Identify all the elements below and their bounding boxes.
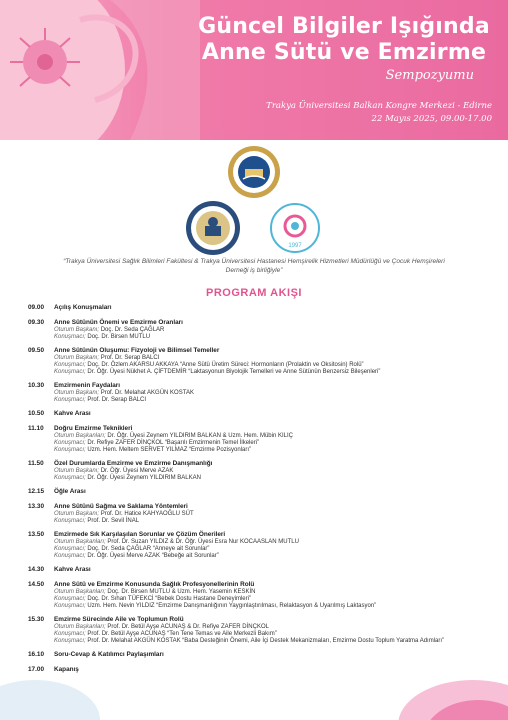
program-title-text: Emzirmede Sık Karşılaşılan Sorunlar ve Çözüm Önerileri <box>54 531 226 538</box>
program-item <box>28 319 488 341</box>
university-logo <box>227 145 281 199</box>
program-title-text: Soru-Cevap & Katılımcı Paylaşımları <box>54 651 164 658</box>
program-time: 09.00 <box>28 304 44 311</box>
program-item <box>28 566 488 574</box>
program-item <box>28 531 488 560</box>
speaker-role: Konuşmacı; <box>54 447 86 453</box>
program-title-text: Doğru Emzirme Teknikleri <box>54 425 133 432</box>
speaker-name: Doç. Dr. Birsen MUTLU <box>85 334 151 340</box>
program-speaker-line <box>54 589 488 596</box>
program-item <box>28 488 488 496</box>
program-speaker-line <box>54 397 488 404</box>
venue-date <box>266 100 492 126</box>
program-speaker-line <box>54 511 488 518</box>
program-time: 14.30 <box>28 566 44 573</box>
speaker-role: Oturum Başkanı; <box>54 327 100 333</box>
program-title-text: Açılış Konuşmaları <box>54 304 112 311</box>
program-time: 11.10 <box>28 425 44 432</box>
logos-area <box>0 145 508 255</box>
organizers-note: “Trakya Üniversitesi Sağlık Bilimleri Fakültesi & Trakya Üniversitesi Hastanesi Hemşirelik Hizmetleri Müdürlüğü ve Çocuk Hemşireleri Derneği iş birliğiyle” <box>63 258 445 274</box>
program-title-text: Anne Sütü ve Emzirme Konusunda Sağlık Profesyonellerinin Rolü <box>54 581 255 588</box>
speaker-role: Konuşmacı; <box>54 362 86 368</box>
program-speaker-line <box>54 546 488 553</box>
program-title-text: Kahve Arası <box>54 410 91 417</box>
speaker-name: Dr. Refiye ZAFER DİNÇKOL “Başarılı Emzirmenin Temel İlkeleri” <box>85 440 260 446</box>
program-time: 10.30 <box>28 382 44 389</box>
program-speaker-line <box>54 539 488 546</box>
program-time: 11.50 <box>28 460 44 467</box>
program-speaker-line <box>54 433 488 440</box>
program-title-text: Öğle Arası <box>54 488 86 495</box>
speaker-role: Konuşmacı; <box>54 334 86 340</box>
venue: Trakya Üniversitesi Balkan Kongre Merkezi - Edirne <box>266 101 492 111</box>
speaker-role: Konuşmacı; <box>54 631 86 637</box>
program-speaker-line <box>54 638 488 645</box>
speaker-role: Oturum Başkanı; <box>54 355 100 361</box>
program-time: 10.50 <box>28 410 44 417</box>
speaker-name: Doç. Dr. Seda ÇAĞLAR “Anneye ait Sorunlar” <box>85 546 210 552</box>
speaker-name: Prof. Dr. Betül Ayşe ACUNAŞ & Dr. Refiye ZAFER DİNÇKOL <box>105 624 269 630</box>
program-item <box>28 382 488 404</box>
program-title-text: Kapanış <box>54 666 79 673</box>
association-logo <box>270 203 320 253</box>
program-item <box>28 347 488 376</box>
program-item <box>28 651 488 659</box>
speaker-role: Oturum Başkanları; <box>54 589 106 595</box>
program-speaker-line <box>54 440 488 447</box>
speaker-name: Dr. Öğr. Üyesi Zeynem YILDIRIM BALKAN & Uzm. Hem. Mübin KILIÇ <box>105 433 293 439</box>
speaker-role: Konuşmacı; <box>54 638 86 644</box>
program-speaker-line <box>54 631 488 638</box>
program-item <box>28 666 488 674</box>
program-item <box>28 581 488 610</box>
speaker-role: Oturum Başkanları; <box>54 539 106 545</box>
program-title-text: Kahve Arası <box>54 566 91 573</box>
speaker-role: Konuşmacı; <box>54 397 86 403</box>
program-title-text: Emzirmenin Faydaları <box>54 382 121 389</box>
speaker-role: Oturum Başkanı; <box>54 390 100 396</box>
speaker-role: Konuşmacı; <box>54 518 86 524</box>
speaker-name: Dr. Öğr. Üyesi Merve AZAK “Bebeğe ait Sorunlar” <box>85 553 219 559</box>
breastfeeding-illustration <box>0 0 200 140</box>
program-item <box>28 616 488 645</box>
speaker-role: Konuşmacı; <box>54 475 86 481</box>
program-speaker-line <box>54 518 488 525</box>
speaker-role: Konuşmacı; <box>54 546 86 552</box>
program-speaker-line <box>54 603 488 610</box>
program-list <box>28 304 488 681</box>
speaker-role: Oturum Başkanı; <box>54 511 100 517</box>
title-block <box>194 14 494 83</box>
program-time: 09.30 <box>28 319 44 326</box>
speaker-name: Uzm. Hem. Nevin YILDIZ “Emzirme Danışmanlığının Yaygınlaştırılması, Relaktasyon & Uyarılmış Laktasyon” <box>85 603 377 609</box>
program-time: 12.15 <box>28 488 44 495</box>
speaker-name: Prof. Dr. Suzan YILDIZ & Dr. Öğr. Üyesi Esra Nur KOCAASLAN MUTLU <box>105 539 299 545</box>
header-banner <box>0 0 508 140</box>
program-speaker-line <box>54 369 488 376</box>
program-item <box>28 460 488 482</box>
program-time: 14.50 <box>28 581 44 588</box>
faculty-logo <box>185 200 241 256</box>
speaker-name: Prof. Dr. Serap BALCI <box>85 397 147 403</box>
program-title: PROGRAM AKIŞI <box>206 287 302 299</box>
title-line-1: Güncel Bilgiler Işığında <box>198 14 490 39</box>
program-speaker-line <box>54 475 488 482</box>
speaker-name: Dr. Öğr. Üyesi Nükhet A. ÇİFTDEMİR “Laktasyonun Biyolojik Temelleri ve Anne Sütünün Benzersiz Bileşenleri” <box>85 369 381 375</box>
speaker-name: Dr. Öğr. Üyesi Merve AZAK <box>99 468 174 474</box>
program-title-text: Özel Durumlarda Emzirme ve Emzirme Danışmanlığı <box>54 460 213 467</box>
program-title-text: Anne Sütünün Oluşumu: Fizyoloji ve Bilimsel Temeller <box>54 347 220 354</box>
speaker-name: Prof. Dr. Melahat AKGÜN KOSTAK <box>99 390 194 396</box>
speaker-name: Doç. Dr. Birsen MUTLU & Uzm. Hem. Yasemin KESKİN <box>105 589 256 595</box>
date: 22 Mayıs 2025, 09.00-17.00 <box>371 114 492 124</box>
speaker-name: Doç. Dr. Seda ÇAĞLAR <box>99 327 165 333</box>
speaker-role: Oturum Başkanı; <box>54 468 100 474</box>
program-speaker-line <box>54 327 488 334</box>
program-speaker-line <box>54 553 488 560</box>
program-title-text: Anne Sütünün Önemi ve Emzirme Oranları <box>54 319 183 326</box>
speaker-name: Prof. Dr. Sevil İNAL <box>85 518 140 524</box>
speaker-role: Konuşmacı; <box>54 596 86 602</box>
decor-bottom-left <box>0 680 100 720</box>
program-item <box>28 503 488 525</box>
program-time: 13.50 <box>28 531 44 538</box>
speaker-name: Doç. Dr. Özlem AKARSU AKKAYA “Anne Sütü Üretim Süreci: Hormonların (Prolaktin ve Oksitosin) Rolü” <box>85 362 364 368</box>
program-speaker-line <box>54 334 488 341</box>
subtitle: Sempozyumu <box>385 68 474 83</box>
speaker-name: Doç. Dr. Sıhan TÜFEKCİ “Bebek Dostu Hastane Deneyimleri” <box>85 596 251 602</box>
program-time: 15.30 <box>28 616 44 623</box>
program-speaker-line <box>54 468 488 475</box>
program-speaker-line <box>54 447 488 454</box>
speaker-role: Konuşmacı; <box>54 553 86 559</box>
program-item <box>28 304 488 312</box>
speaker-name: Prof. Dr. Serap BALCI <box>99 355 160 361</box>
program-title-text: Anne Sütünü Sağma ve Saklama Yöntemleri <box>54 503 188 510</box>
speaker-role: Oturum Başkanları; <box>54 624 106 630</box>
speaker-role: Konuşmacı; <box>54 440 86 446</box>
program-time: 16.10 <box>28 651 44 658</box>
program-speaker-line <box>54 390 488 397</box>
program-speaker-line <box>54 596 488 603</box>
speaker-name: Uzm. Hem. Meltem SERVET YILMAZ “Emzirme Pozisyonları” <box>85 447 252 453</box>
program-item <box>28 425 488 454</box>
program-time: 13.30 <box>28 503 44 510</box>
speaker-name: Prof. Dr. Melahat AKGÜN KOSTAK “Baba Desteğinin Önemi, Aile İçi Destek Mekanizmaları, Emzirme Dostu Toplum Yaratma Adımları” <box>85 638 445 644</box>
program-title-text: Emzirme Sürecinde Aile ve Toplumun Rolü <box>54 616 184 623</box>
program-time: 09.50 <box>28 347 44 354</box>
title-line-2: Anne Sütü ve Emzirme <box>201 40 487 65</box>
association-year: 1997 <box>288 243 302 249</box>
speaker-role: Oturum Başkanları; <box>54 433 106 439</box>
program-speaker-line <box>54 362 488 369</box>
program-time: 17.00 <box>28 666 44 673</box>
speaker-name: Prof. Dr. Hatice KAHYAOĞLU SÜT <box>99 511 194 517</box>
speaker-role: Konuşmacı; <box>54 603 86 609</box>
program-item <box>28 410 488 418</box>
speaker-role: Konuşmacı; <box>54 369 86 375</box>
speaker-name: Dr. Öğr. Üyesi Zeynem YILDIRIM BALKAN <box>85 475 201 481</box>
program-speaker-line <box>54 624 488 631</box>
speaker-name: Prof. Dr. Betül Ayşe ACUNAŞ “Ten Tene Temas ve Aile Merkezli Bakım” <box>85 631 277 637</box>
program-speaker-line <box>54 355 488 362</box>
